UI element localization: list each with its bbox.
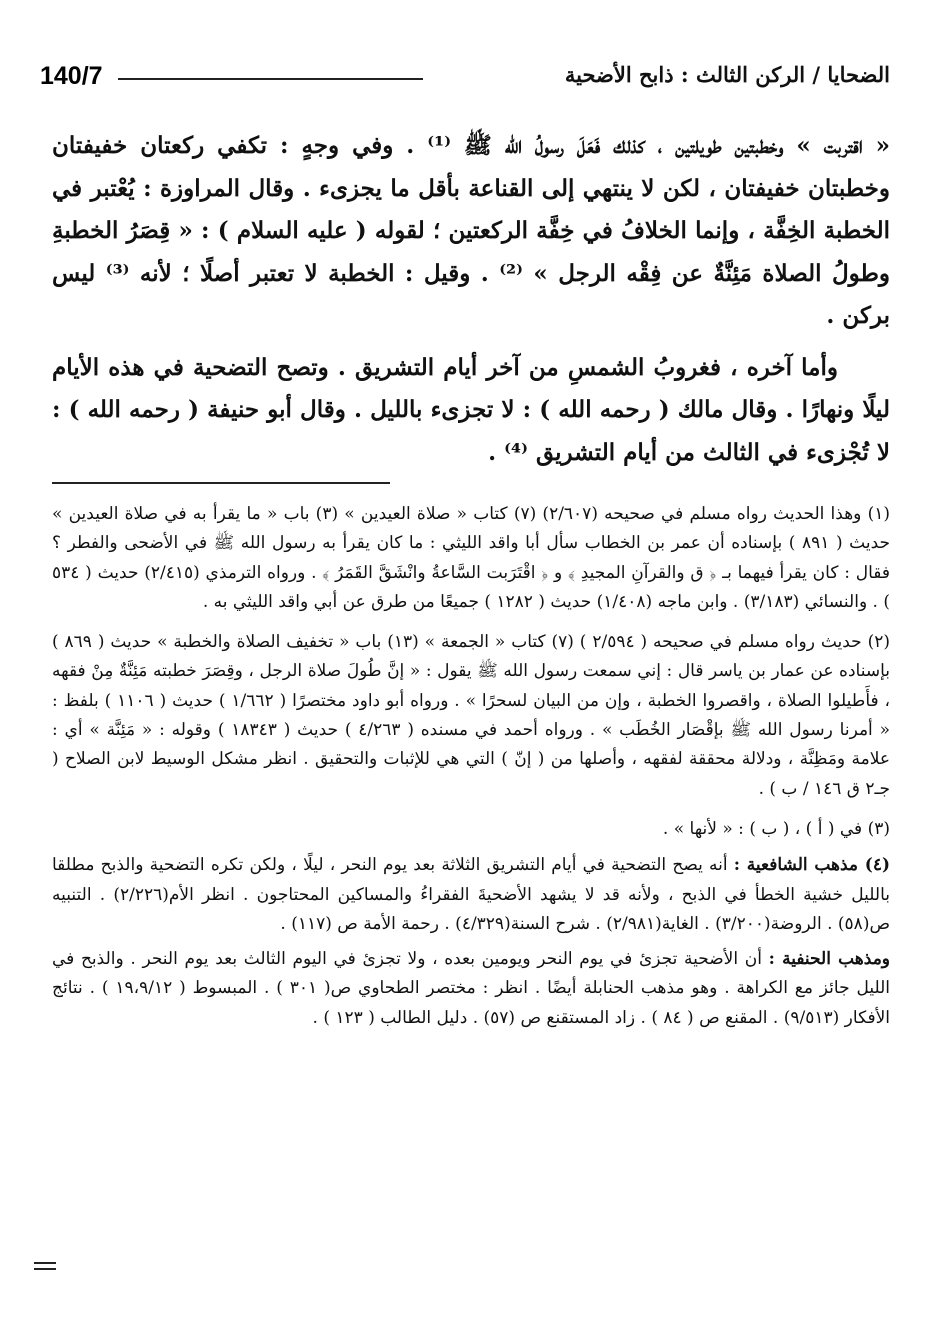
footnote bbox=[52, 628, 890, 804]
page-number: 140/7 bbox=[40, 62, 103, 90]
footnote-lead: (٤) مذهب الشافعية : bbox=[733, 855, 890, 876]
header-rule bbox=[118, 78, 423, 80]
footnote bbox=[52, 851, 890, 939]
running-title: الضحايا / الركن الثالث : ذابح الأضحية bbox=[564, 62, 890, 87]
paragraph: وأما آخره ، فغروبُ الشمسِ من آخر أيام التشريق . وتصح التضحية في هذه الأيام ليلًا ونهارًا . وقال مالك ( رحمه الله ) : لا تجزىء بالليل . وقال أبو حنيفة ( رحمه الله ) : لا تُجْزىء في الثالث من أيام التشريق ⁽⁴⁾ . bbox=[52, 353, 890, 466]
footnotes bbox=[52, 500, 890, 1044]
footnote-text: (١) وهذا الحديث رواه مسلم في صحيحه (٢/٦٠٧) (٧) كتاب « صلاة العيدين » (٣) باب « ما يقرأ به في صلاة العيدين » حديث ( ٨٩١ ) بإسناده أن عمر بن الخطاب سأل أبا واقد الليثي : ما كان يقرأ به رسول الله ﷺ في الأضحى والفطر ؟ فقال : كان يقرأ فيهما بـ ﴿ ق والقرآنِ المجيدِ ﴾ و ﴿ اقْتَرَبت السَّاعةُ وانْشَقَّ القَمَرُ ﴾ . ورواه الترمذي (٢/٤١٥) حديث ( ٥٣٤ ) . والنسائي (٣/١٨٣) . وابن ماجه (١/٤٠٨) حديث ( ١٢٨٢ ) جميعًا من طرق عن أبي واقد الليثي به . bbox=[52, 504, 891, 612]
footnote bbox=[52, 815, 890, 844]
footnote-text: أن الأضحية تجزئ في يوم النحر ويومين بعده ، ولا تجزئ في اليوم الثالث بعد يوم النحر . والذبح في الليل جائز مع الكراهة . وهو مذهب الحنابلة أيضًا . انظر : مختصر الطحاوي ص( ٣٠١ ) . المبسوط ( ١٩،٩/١٢ ) . نتائج الأفكار (٩/٥١٣) . المقنع ص ( ٨٤ ) . زاد المستقنع ص (٥٧) . دليل الطالب ( ١٢٣ ) . bbox=[52, 949, 890, 1028]
footnote-text: (٢) حديث رواه مسلم في صحيحه ( ٢/٥٩٤ ) (٧) كتاب « الجمعة » (١٣) باب « تخفيف الصلاة والخطبة » حديث ( ٨٦٩ ) بإسناده عن عمار بن ياسر قال : إني سمعت رسول الله ﷺ يقول : « إنَّ طُولَ صلاة الرجل ، وقِصَرَ خطبته مَئِنَّةٌ مِنْ فقهه ، فأَطيلوا الصلاة ، واقصروا الخطبة ، وإن من البيان لسحرًا » . ورواه أبو داود مختصرًا ( ١/٦٦٢ ) حديث ( ١١٠٦ ) بلفظ : « أمرنا رسول الله ﷺ بإقْصَار الخُطَب » . ورواه أحمد في مسنده ( ٤/٢٦٣ ) حديث ( ١٨٣٤٣ ) وقوله : « مَئِنَّة » أي : علامة ومَظِنَّة ، ودلالة محققة لفقهه ، وأصلها من ( إنّ ) التي هي للإثبات والتحقيق . انظر مشكل الوسيط لابن الصلاح ( جـ٢ ق ١٤٦ / ب ) . bbox=[52, 632, 891, 799]
footnote-separator bbox=[52, 482, 390, 484]
main-text bbox=[52, 125, 890, 483]
footnote-text: أنه يصح التضحية في أيام التشريق الثلاثة بعد يوم النحر ، ليلًا ، ولكن تكره التضحية والذبح مطلقا بالليل خشية الخطأ في الذبح ، ولأنه قد لا يشهد الأضحيةَ الفقراءُ والمساكين المحتاجون . انظر الأم(٢/٢٢٦) . التنبيه ص(٥٨) . الروضة(٣/٢٠٠) . الغاية(٢/٩٨١) . شرح السنة(٤/٣٢٩) . رحمة الأمة ص (١١٧) . bbox=[52, 855, 890, 934]
continuation-mark bbox=[34, 1262, 56, 1274]
page-header bbox=[40, 62, 890, 102]
footnote-text: (٣) في ( أ ) ، ( ب ) : « لأنها » . bbox=[662, 818, 890, 839]
footnote bbox=[52, 500, 890, 617]
paragraph: « اقتربت » وخطبتين طويلتين ، كذلك فَعَلَ رسولُ الله ﷺ ⁽¹⁾ . وفي وجهٍ : تكفي ركعتان خفيفتان وخطبتان خفيفتان ، لكن لا ينتهي إلى القناعة بأقل ما يجزىء . وقال المراوزة : يُعْتبر في الخطبة الخِفَّة ، وإنما الخلافُ في خِفَّة الركعتين ؛ لقوله ( عليه السلام ) : « قِصَرُ الخطبةِ وطولُ الصلاة مَئِنَّةٌ عن فِقْه الرجل » ⁽²⁾ . وقيل : الخطبة لا تعتبر أصلًا ؛ لأنه ⁽³⁾ ليس بركن . bbox=[52, 132, 890, 329]
footnote-lead: ومذهب الحنفية : bbox=[768, 949, 891, 970]
footnote bbox=[52, 945, 890, 1033]
